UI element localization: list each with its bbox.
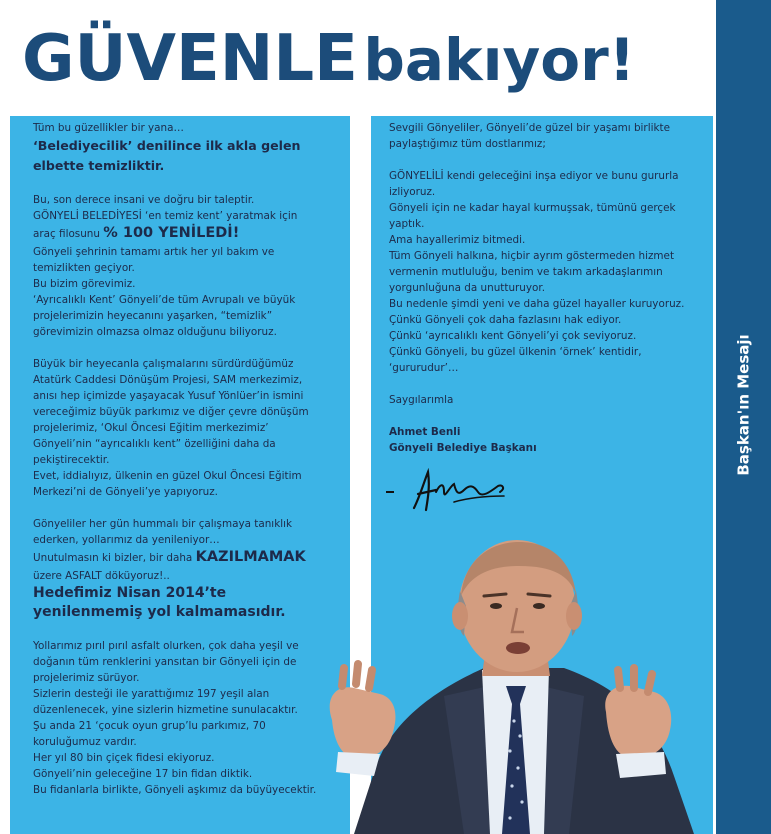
right-p2-line: yorgunluğuna da unutturuyor.	[389, 282, 546, 294]
left-p4-line: Bu fidanlarla birlikte, Gönyeli aşkımız da büyüyecektir.	[33, 784, 317, 796]
left-p4-line: Şu anda 21 ‘çocuk oyun grup’lu parkımız, 70	[33, 720, 266, 732]
left-p3-big: KAZILMAMAK	[195, 549, 306, 565]
left-headline2-line-2: yenilenmemiş yol kalmamasıdır.	[33, 604, 286, 620]
right-p2-line: Ama hayallerimiz bitmedi.	[389, 234, 526, 246]
headline-part2: bakıyor!	[363, 26, 636, 94]
right-p2-line: Çünkü ‘ayrıcalıklı kent Gönyeli’yi çok seviyoruz.	[389, 330, 637, 342]
left-p4-line: Gönyeli’nin geleceğine 17 bin fidan diktik.	[33, 768, 253, 780]
left-lead-line-2: elbette temizliktir.	[33, 158, 165, 173]
left-p4-line: doğanın tüm renklerini yansıtan bir Gönyeli için de	[33, 656, 297, 668]
left-p1-line: GÖNYELİ BELEDİYESİ ‘en temiz kent’ yaratmak için	[33, 210, 298, 222]
signature-image	[384, 462, 514, 518]
right-p2-line: Bu nedenle şimdi yeni ve daha güzel hayaller kuruyoruz.	[389, 298, 685, 310]
left-p4-line: projelerimiz sürüyor.	[33, 672, 140, 684]
right-p2-line: vermenin mutluluğu, benim ve takım arkadaşlarımın	[389, 266, 663, 278]
left-lead-line-1: ‘Belediyecilik’ denilince ilk akla gelen	[33, 138, 301, 153]
left-p1-rest-line: Gönyeli şehrinin tamamı artık her yıl bakım ve	[33, 246, 275, 258]
page-headline	[22, 14, 712, 104]
left-p3-end: üzere ASFALT döküyoruz!..	[33, 570, 170, 582]
left-p2-line: vereceğimiz büyük parkımız ve diğer çevre dönüşüm	[33, 406, 309, 418]
right-p1-line: paylaştığımız tüm dostlarımız;	[389, 138, 546, 150]
left-p4-line: Her yıl 80 bin çiçek fidesi ekiyoruz.	[33, 752, 215, 764]
left-p1-pre: araç filosunu	[33, 228, 100, 240]
left-p2-line: Atatürk Caddesi Dönüşüm Projesi, SAM merkezimiz,	[33, 374, 303, 386]
left-p2-line: Evet, iddialıyız, ülkenin en güzel Okul Öncesi Eğitim	[33, 470, 302, 482]
right-p2-line: Çünkü Gönyeli çok daha fazlasını hak ediyor.	[389, 314, 622, 326]
right-p2-line: izliyoruz.	[389, 186, 436, 198]
left-p1-rest-line: projelerimizin heyecanını yaşarken, “temizlik”	[33, 310, 273, 322]
mayor-photo	[314, 536, 718, 834]
right-p2-line: Tüm Gönyeli halkına, hiçbir ayrım göstermeden hizmet	[389, 250, 675, 262]
left-p2-line: anısı hep içimizde yaşayacak Yusuf Yönlüer’in ismini	[33, 390, 304, 402]
left-p3-line: ederken, yollarımız da yenileniyor…	[33, 534, 220, 546]
right-p2-line: Gönyeli için ne kadar hayal kurmuşsak, tümünü gerçek	[389, 202, 676, 214]
left-p1-fleet-line	[33, 224, 340, 244]
left-p3-line: Gönyeliler her gün hummalı bir çalışmaya tanıklık	[33, 518, 292, 530]
left-headline2-line-1: Hedefimiz Nisan 2014’te	[33, 585, 227, 601]
left-p2-line: Büyük bir heyecanla çalışmalarını sürdürdüğümüz	[33, 358, 294, 370]
right-p2-line: ‘gururudur’…	[389, 362, 459, 374]
left-p4-line: Yollarımız pırıl pırıl asfalt olurken, çok daha yeşil ve	[33, 640, 299, 652]
left-column	[10, 116, 350, 834]
left-p1-line: Bu, son derece insani ve doğru bir taleptir.	[33, 194, 255, 206]
author-name: Ahmet Benli	[389, 426, 461, 438]
left-p1-rest-line: temizlikten geçiyor.	[33, 262, 135, 274]
side-band	[716, 0, 771, 834]
left-p2-line: projelerimiz, ‘Okul Öncesi Eğitim merkezimiz’	[33, 422, 269, 434]
left-p1-rest-line: ‘Ayrıcalıklı Kent’ Gönyeli’de tüm Avrupalı ve büyük	[33, 294, 296, 306]
left-p1-rest-line: Bu bizim görevimiz.	[33, 278, 136, 290]
right-p2-line: GÖNYELİLİ kendi geleceğini inşa ediyor ve bunu gururla	[389, 170, 679, 182]
left-p4-line: koruluğumuz vardır.	[33, 736, 137, 748]
left-p4-line: Sizlerin desteği ile yarattığımız 197 yeşil alan	[33, 688, 270, 700]
left-p2-line: pekiştirecektir.	[33, 454, 110, 466]
left-p2-line: Merkezi’ni de Gönyeli’ye yapıyoruz.	[33, 486, 218, 498]
side-label-text: Başkan'ın Mesajı	[734, 334, 753, 476]
left-p2-line: Gönyeli’nin “ayrıcalıklı kent” özelliğini daha da	[33, 438, 276, 450]
left-p1-big: % 100 YENİLEDİ!	[103, 225, 240, 241]
left-p4-line: düzenlenecek, yine sizlerin hizmetine sunulacaktır.	[33, 704, 298, 716]
headline-part1: GÜVENLE	[22, 22, 358, 96]
left-p1-rest-line: görevimizin olmazsa olmaz olduğunu biliyoruz.	[33, 326, 277, 338]
left-p3-pre: Unutulmasın ki bizler, bir daha	[33, 552, 193, 564]
right-p2-line: Çünkü Gönyeli, bu güzel ülkenin ‘örnek’ kentidir,	[389, 346, 642, 358]
right-p2-line: yaptık.	[389, 218, 425, 230]
right-p1-line: Sevgili Gönyeliler, Gönyeli’de güzel bir yaşamı birlikte	[389, 122, 670, 134]
left-intro: Tüm bu güzellikler bir yana…	[33, 122, 184, 134]
left-p3-asphalt-line	[33, 548, 340, 568]
closing-text: Saygılarımla	[389, 394, 454, 406]
author-title: Gönyeli Belediye Başkanı	[389, 442, 537, 454]
